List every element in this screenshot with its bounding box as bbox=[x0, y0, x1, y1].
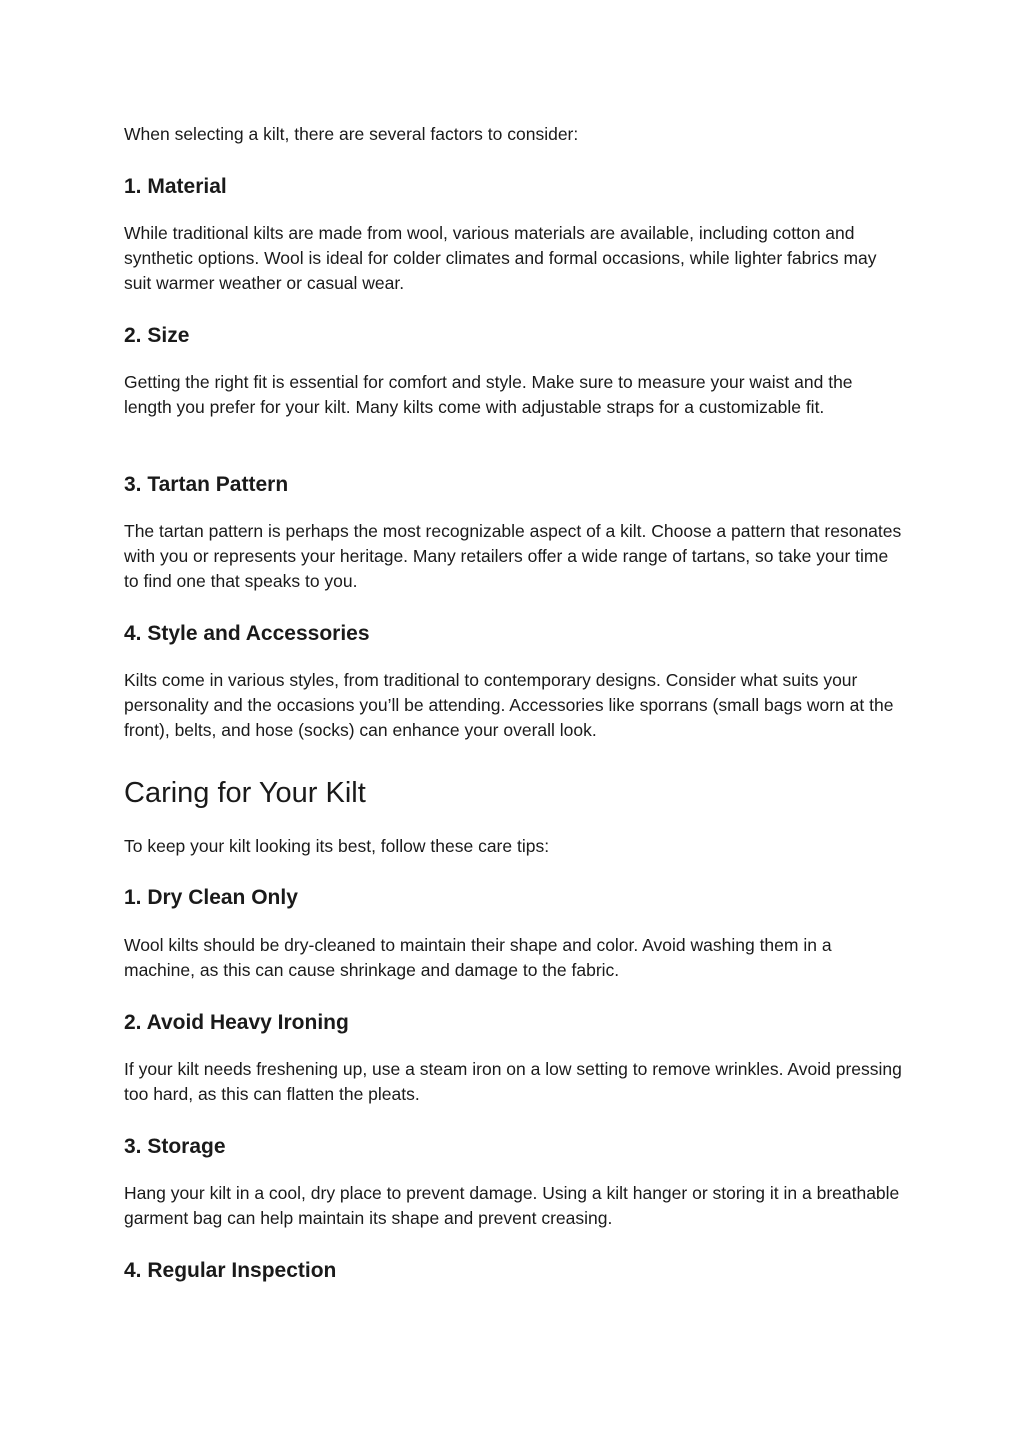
heading-storage: 3. Storage bbox=[124, 1135, 226, 1158]
paragraph-dry-clean: Wool kilts should be dry-cleaned to maintain their shape and color. Avoid washing them in a machine, as this can cause shrinkage and damage to the fabric. bbox=[124, 935, 832, 980]
heading-tartan-pattern: 3. Tartan Pattern bbox=[124, 473, 289, 496]
heading-regular-inspection: 4. Regular Inspection bbox=[124, 1259, 337, 1282]
paragraph-material: While traditional kilts are made from wool, various materials are available, including cotton and synthetic options. Wool is ideal for colder climates and formal occasions, while lighter fabrics may suit warmer weather or casual wear. bbox=[124, 223, 877, 293]
heading-material: 1. Material bbox=[124, 175, 227, 198]
heading-style-accessories: 4. Style and Accessories bbox=[124, 622, 370, 645]
paragraph-avoid-ironing: If your kilt needs freshening up, use a steam iron on a low setting to remove wrinkles. Avoid pressing too hard, as this can flatten the pleats. bbox=[124, 1059, 902, 1104]
heading-avoid-ironing: 2. Avoid Heavy Ironing bbox=[124, 1011, 349, 1034]
paragraph-tartan-pattern: The tartan pattern is perhaps the most recognizable aspect of a kilt. Choose a pattern that resonates with you or represents your heritage. Many retailers offer a wide range of tartans, so take your time to find one that speaks to you. bbox=[124, 521, 902, 591]
paragraph-storage: Hang your kilt in a cool, dry place to prevent damage. Using a kilt hanger or storing it in a breathable garment bag can help maintain its shape and prevent creasing. bbox=[124, 1183, 900, 1228]
paragraph-size: Getting the right fit is essential for comfort and style. Make sure to measure your waist and the length you prefer for your kilt. Many kilts come with adjustable straps for a customizable fit. bbox=[124, 372, 853, 417]
heading-dry-clean: 1. Dry Clean Only bbox=[124, 886, 298, 909]
caring-intro: To keep your kilt looking its best, follow these care tips: bbox=[124, 836, 550, 856]
choosing-intro: When selecting a kilt, there are several factors to consider: bbox=[124, 124, 579, 144]
heading-size: 2. Size bbox=[124, 324, 190, 347]
caring-title: Caring for Your Kilt bbox=[124, 777, 366, 809]
paragraph-style-accessories: Kilts come in various styles, from traditional to contemporary designs. Consider what suits your personality and the occasions you’ll be attending. Accessories like sporrans (small bags worn at the front), belts, and hose (socks) can enhance your overall look. bbox=[124, 670, 894, 740]
